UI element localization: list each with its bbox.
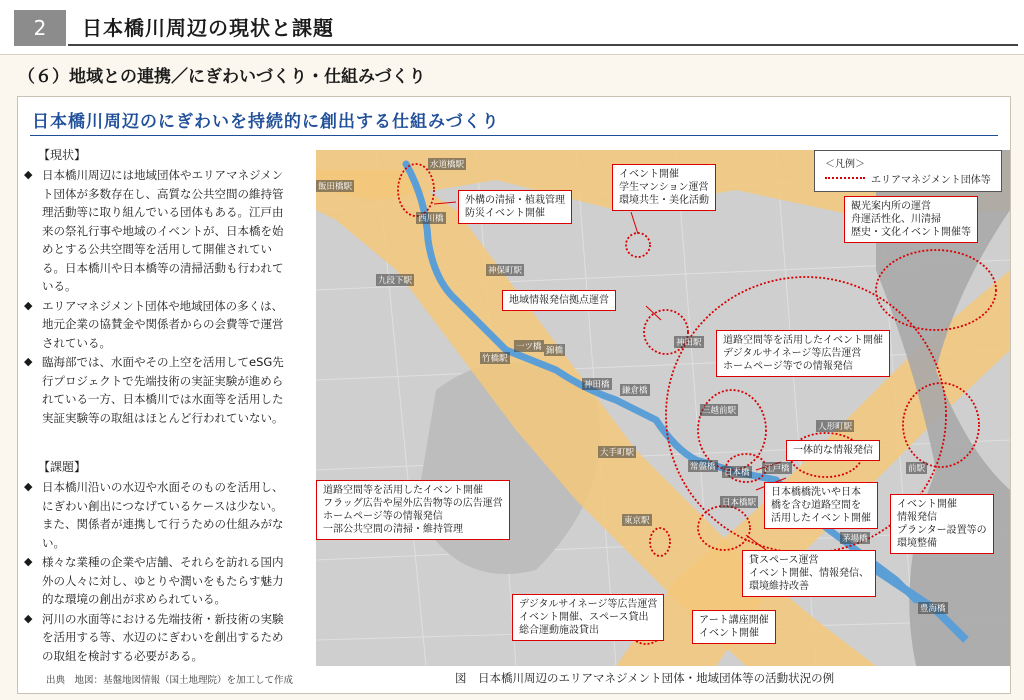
station-label: 水道橋駅 <box>430 160 465 170</box>
station-label: 飯田橋駅 <box>318 182 353 192</box>
activity-label: デジタルサイネージ等広告運営 イベント開催、スペース貸出 総合運動施設貸出 <box>512 594 664 641</box>
activity-label: イベント開催 情報発信 プランター設置等の 環境整備 <box>890 494 994 554</box>
bridge-label: 江戸橋 <box>764 464 790 474</box>
bridge-label: 豊海橋 <box>920 604 946 614</box>
station-label: 日本橋駅 <box>722 498 757 508</box>
activity-label: イベント開催 学生マンション運営 環境共生・美化活動 <box>612 164 716 211</box>
activity-label: アート講座開催 イベント開催 <box>692 610 776 644</box>
page-title: 日本橋川周辺の現状と課題 <box>82 16 334 40</box>
station-label: 前駅 <box>908 464 926 474</box>
bridge-label: 西川橋 <box>418 214 444 224</box>
bridge-label: 神田橋 <box>584 380 610 390</box>
issues-heading: 【課題】 <box>38 460 87 474</box>
map-legend <box>814 150 1002 192</box>
station-label: 神保町駅 <box>488 266 523 276</box>
current-list <box>24 166 294 428</box>
activity-label: 日本橋橋洗いや日本 橋を含む道路空間を 活用したイベント開催 <box>764 482 878 529</box>
header-rule <box>68 44 1018 46</box>
issue-item: ◆ 日本橋川沿いの水辺や水面そのものを活用し、にぎわい創出につなげているケースは少ない。また、関係者が連携して行うための仕組みがない。 <box>24 478 294 552</box>
section-number: 2 <box>14 10 66 46</box>
issues-list <box>24 478 294 666</box>
activity-label: 道路空間等を活用したイベント開催 フラッグ広告や屋外広告物等の広告運営 ホームページ等の情報発信 一部公共空間の清掃・維持管理 <box>316 480 510 540</box>
bridge-label: 錦橋 <box>546 346 564 356</box>
station-label: 大手町駅 <box>600 448 635 458</box>
bridge-label: 鎌倉橋 <box>622 386 648 396</box>
area-map <box>316 150 1010 666</box>
station-label: 東京駅 <box>624 516 650 526</box>
activity-label: 貸スペース運営 イベント開催、情報発信、 環境維持改善 <box>742 550 876 597</box>
station-label: 三越前駅 <box>702 406 737 416</box>
box-title: 日本橋川周辺のにぎわいを持続的に創出する仕組みづくり <box>32 112 500 132</box>
station-label: 人形町駅 <box>818 422 853 432</box>
legend-title: ＜凡例＞ <box>825 159 865 170</box>
current-item: ◆ 臨海部では、水面やその上空を活用してeSG先行プロジェクトで先端技術の実証実験が進められている一方、日本橋川では水面等を活用した実証実験等の取組はほとんど行われていない。 <box>24 353 294 427</box>
legend-swatch <box>825 177 865 179</box>
station-label: 竹橋駅 <box>482 354 508 364</box>
issue-item: ◆ 様々な業種の企業や店舗、それらを訪れる国内外の人々に対し、ゆとりや潤いをもたらす魅力的な環境の創出が求められている。 <box>24 553 294 609</box>
bridge-label: 一ツ橋 <box>516 342 542 352</box>
activity-label: 観光案内所の運営 舟運活性化、川清掃 歴史・文化イベント開催等 <box>844 196 978 243</box>
activity-label: 一体的な情報発信 <box>786 440 880 461</box>
legend-item: エリアマネジメント団体等 <box>871 175 991 186</box>
bridge-label: 日本橋 <box>724 468 750 478</box>
activity-label: 外構の清掃・植栽管理 防災イベント開催 <box>458 190 572 224</box>
page-header <box>0 0 1024 55</box>
figure-caption: 図 日本橋川周辺のエリアマネジメント団体・地域団体等の活動状況の例 <box>455 671 835 685</box>
station-label: 神田駅 <box>676 338 702 348</box>
current-item: ◆ エリアマネジメント団体や地域団体の多くは、地元企業の協賛金や関係者からの会費等で運営されている。 <box>24 297 294 353</box>
section-subtitle: （６）地域との連携／にぎわいづくり・仕組みづくり <box>18 67 426 87</box>
box-title-rule <box>30 135 998 136</box>
current-heading: 【現状】 <box>38 148 87 162</box>
current-item: ◆ 日本橋川周辺には地域団体やエリアマネジメント団体が多数存在し、高質な公共空間の維持管理活動等に取り組んでいる団体もある。江戸由来の祭礼行事や地域のイベントが、日本橋を始めとする公共空間等を活用して開催されている。日本橋川や日本橋等の清掃活動も行われている。 <box>24 166 294 296</box>
station-label: 九段下駅 <box>378 276 413 286</box>
bridge-label: 茅場橋 <box>842 534 868 544</box>
source-note: 出典 地図：基盤地図情報（国土地理院）を加工して作成 <box>46 675 294 686</box>
activity-label: 道路空間等を活用したイベント開催 デジタルサイネージ等広告運営 ホームページ等での情報発信 <box>716 330 890 377</box>
issue-item: ◆ 河川の水面等における先端技術・新技術の実験を活用する等、水辺のにぎわいを創出するための取組を検討する必要がある。 <box>24 610 294 666</box>
activity-label: 地域情報発信拠点運営 <box>502 290 616 311</box>
bridge-label: 常盤橋 <box>690 462 716 472</box>
